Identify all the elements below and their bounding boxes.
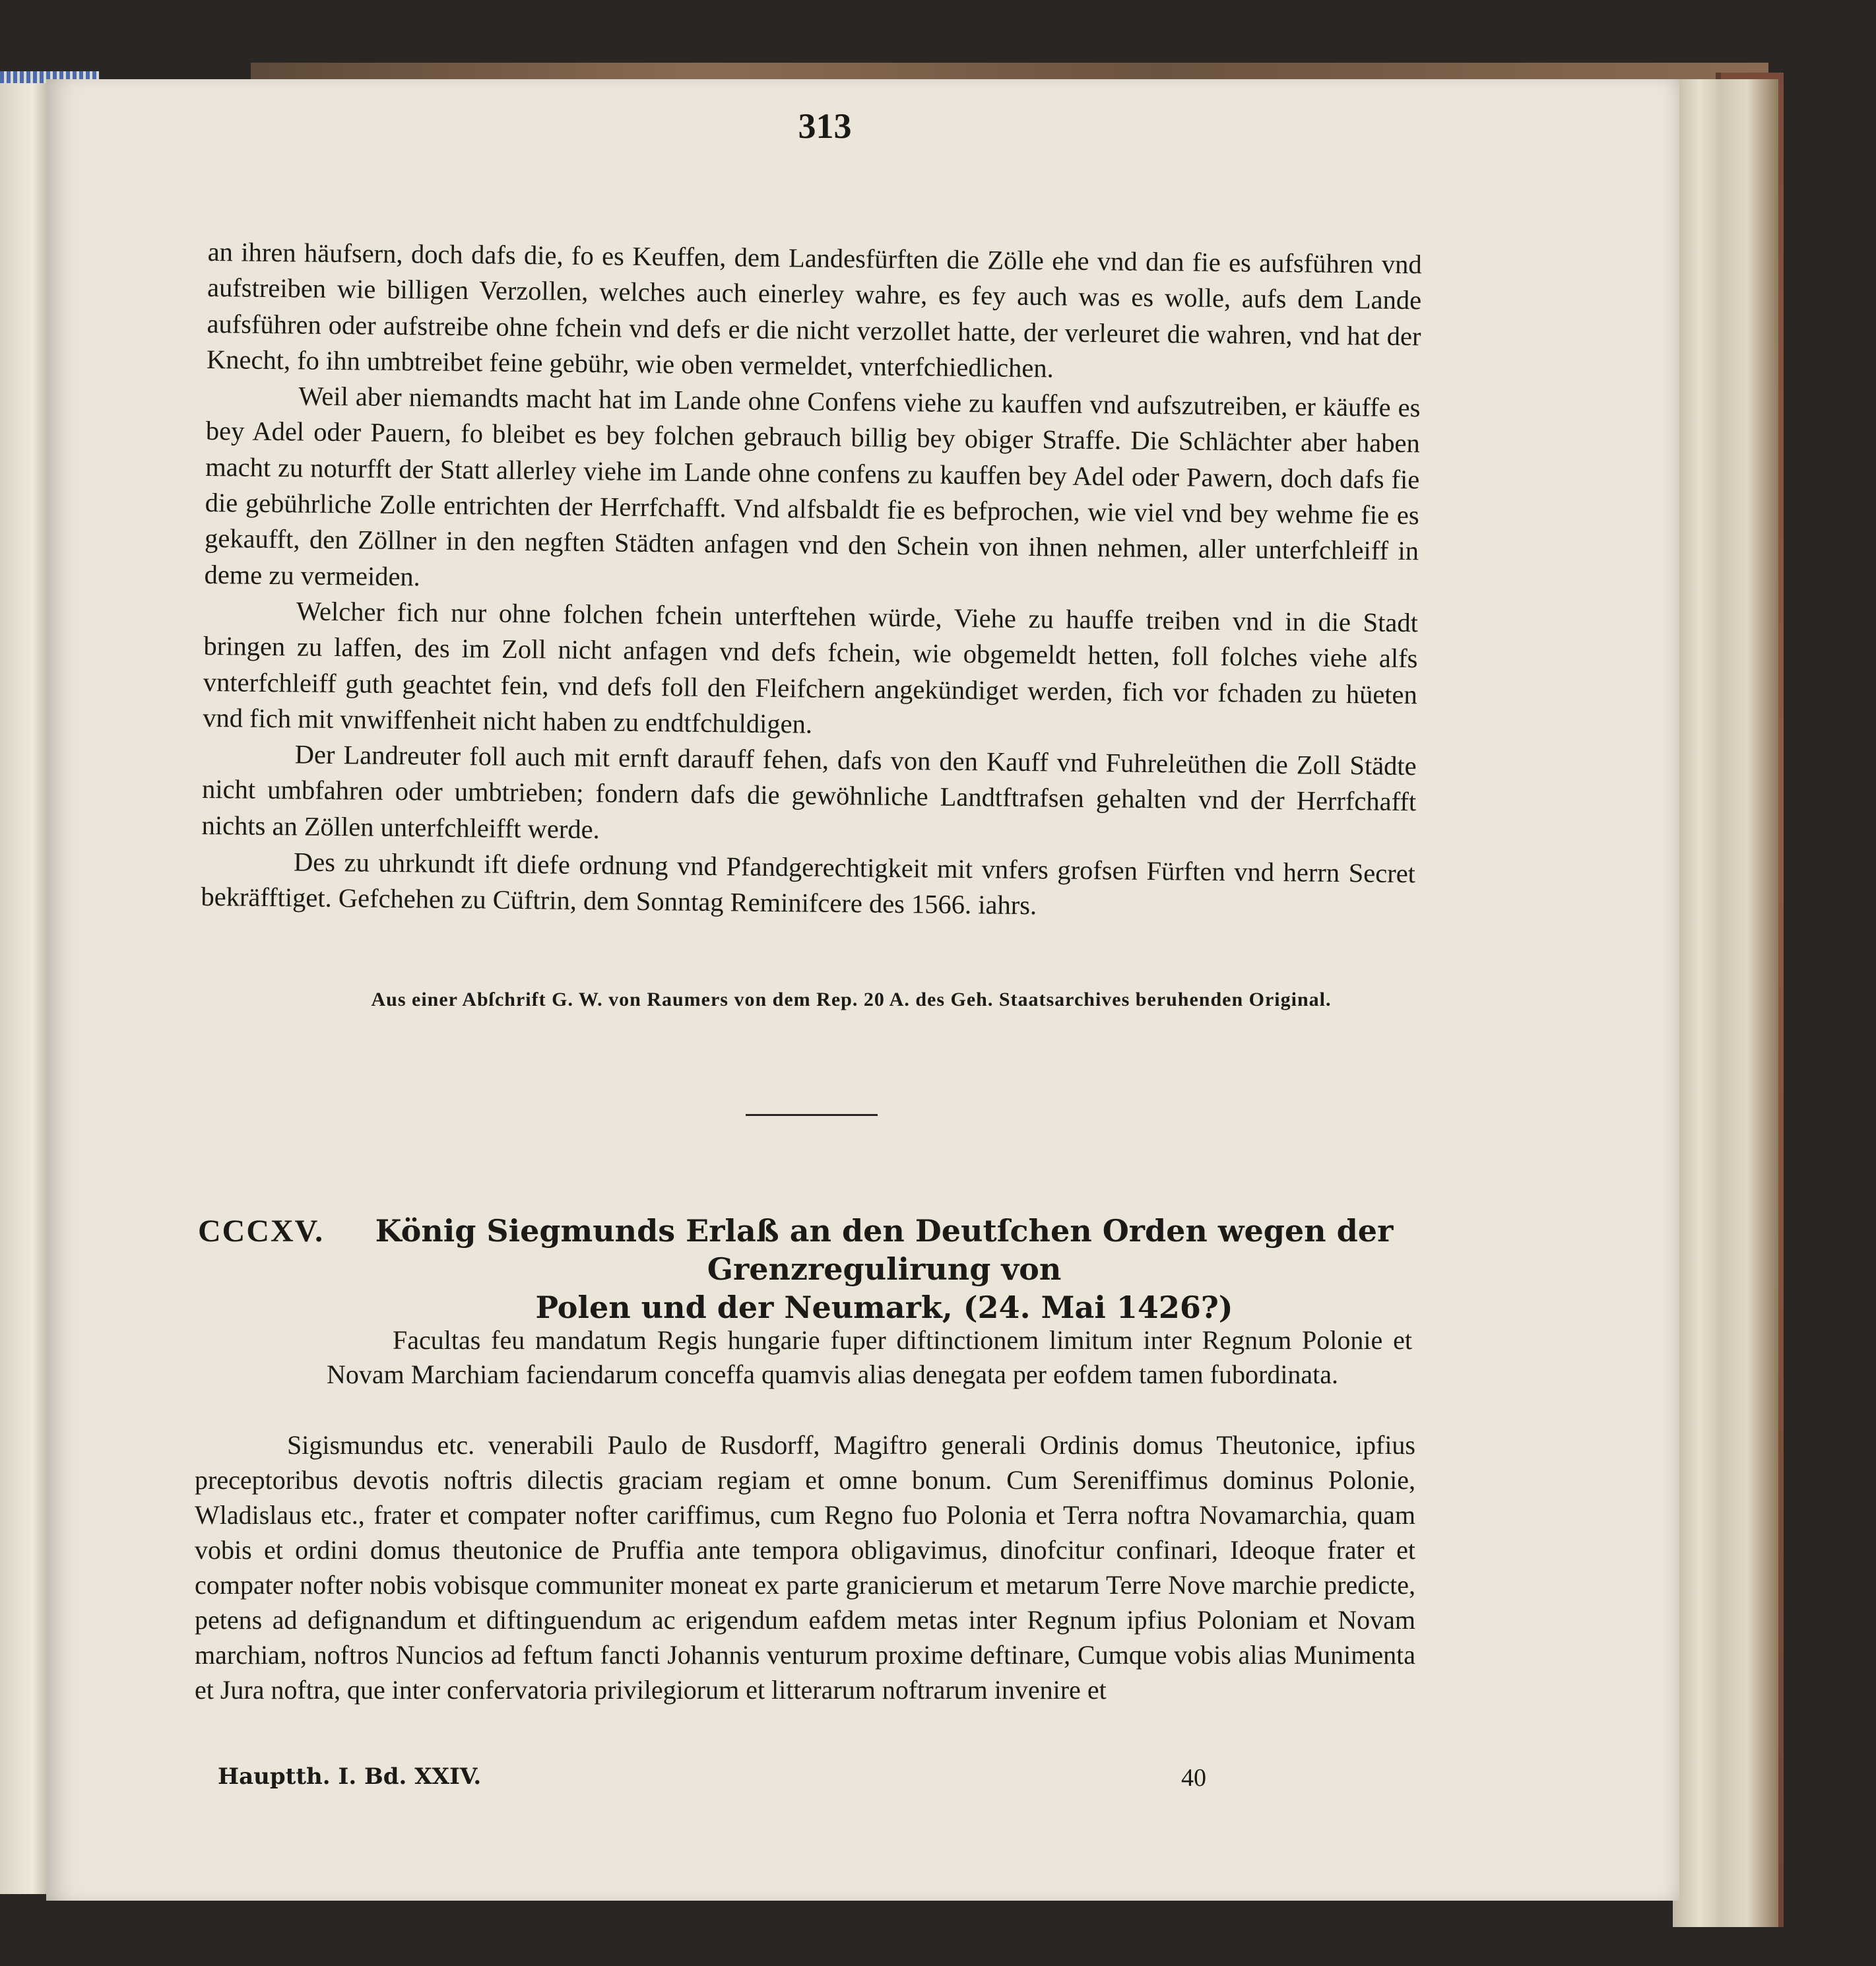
ordinance-text — [201, 234, 1422, 928]
paragraph-3: Welcher fich nur ohne folchen fchein unterftehen würde, Viehe zu hauffe treiben vnd in die Stadt bringen zu laffen, des im Zoll nicht anfagen vnd defs fchein, wie obgemeldt hetten, foll folches viehe alfs vnterfchleiff guth geachtet fein, vnd defs foll den Fleifchern angekündiget werden, fich vor fchaden zu hüeten vnd fich mit vnwiffenheit nicht haben zu endtfchuldigen. — [203, 596, 1419, 739]
page-stack-edge — [1673, 79, 1778, 1927]
document-title-line-1: König Siegmunds Erlaß an den Deutſchen Orden wegen der Grenzregulirung von — [375, 1213, 1394, 1287]
document-body-text: Sigismundus etc. venerabili Paulo de Rusdorff, Magiftro generali Ordinis domus Theutonice, ipfius preceptoribus devotis noftris dilectis graciam regiam et omne bonum. Cum Sereniffimus dominus Polonie, Wladislaus etc., frater et compater nofter cariffimus, cum Regno fuo Polonia et Terra noftra Novamarchia, quam vobis et ordini domus theutonice de Pruffia ante tempora obligavimus, dinofcitur confinari, Ideoque frater et compater nofter nobis vobisque communiter moneat ex parte granicierum et metarum Terre Nove marchie predicte, petens ad defignandum et diftinguendum ac erigendum eafdem metas inter Regnum ipfius Poloniam et Novam marchiam, noftros Nuncios ad feftum fancti Johannis venturum proxime deftinare, Cumque vobis alias Munimenta et Jura noftra, que inter confervatoria privilegiorum et litterarum noftrarum invenire et — [195, 1430, 1415, 1705]
paragraph-2: Weil aber niemandts macht hat im Lande ohne Confens viehe zu kauffen vnd aufszutreiben, er käuffe es bey Adel oder Pauern, fo bleibet es bey folchen gebrauch billig bey obiger Straffe. Die Schlächter aber haben macht zu noturfft der Statt allerley viehe im Lande ohne confens zu kauffen bey Adel oder Pawern, doch dafs fie die gebührliche Zolle entrichten der Herrfchafft. Vnd alfsbaldt fie es befprochen, wie viel vnd bey wehme fie es gekaufft, den Zöllner in den negften Städten anfagen vnd den Schein von ihnen nehmen, aller unterfchleiff in deme zu vermeiden. — [204, 381, 1421, 592]
document-number: CCCXV. — [198, 1214, 325, 1249]
section-divider — [746, 1114, 878, 1116]
footer-sheet-number: 40 — [1181, 1764, 1206, 1792]
paragraph-4: Der Landreuter foll auch mit ernft darauff fehen, dafs von den Kauff vnd Fuhreleüthen die Zoll Städte nicht umbfahren oder umbtrieben; fondern dafs die gewöhnliche Landtftrafsen gehalten vnd der Herrfchafft nichts an Zöllen unterfchleifft werde. — [201, 739, 1417, 845]
left-page-edge — [0, 73, 46, 1894]
summary-text: Facultas feu mandatum Regis hungarie fuper diftinctionem limitum inter Regnum Polonie et Novam Marchiam faciendarum conceffa quamvis alias denegata per eofdem tamen fubordinata. — [327, 1325, 1412, 1389]
document-body — [195, 1427, 1415, 1707]
page-number: 313 — [798, 106, 852, 146]
footer-signature: Hauptth. I. Bd. XXIV. — [218, 1763, 482, 1790]
document-summary — [327, 1323, 1412, 1392]
source-note: Aus einer Abſchrift G. W. von Raumers von dem Rep. 20 A. des Geh. Staatsarchives beruhenden Original. — [371, 989, 1332, 1010]
document-title — [356, 1212, 1412, 1327]
paragraph-5: Des zu uhrkundt ift diefe ordnung vnd Pfandgerechtigkeit mit vnfers grofsen Fürften vnd herrn Secret bekräfftiget. Gefchehen zu Cüftrin, dem Sonntag Reminifcere des 1566. iahrs. — [201, 847, 1416, 921]
document-title-line-2: Polen und der Neumark, (24. Mai 1426?) — [535, 1290, 1233, 1325]
paragraph-1: an ihren häufsern, doch dafs die, fo es Keuffen, dem Landesfürften die Zölle ehe vnd dan fie es aufsführen vnd aufstreiben wie billigen Verzollen, welches auch einerley wahre, es fey auch was es wolle, aufs dem Lande aufsführen oder aufstreibe ohne fchein vnd defs er die nicht verzollet hatte, der verleuret die wahren, vnd hat der Knecht, fo ihn umbtreibet feine gebühr, wie oben vermeldet, vnterfchiedlichen. — [206, 236, 1422, 383]
